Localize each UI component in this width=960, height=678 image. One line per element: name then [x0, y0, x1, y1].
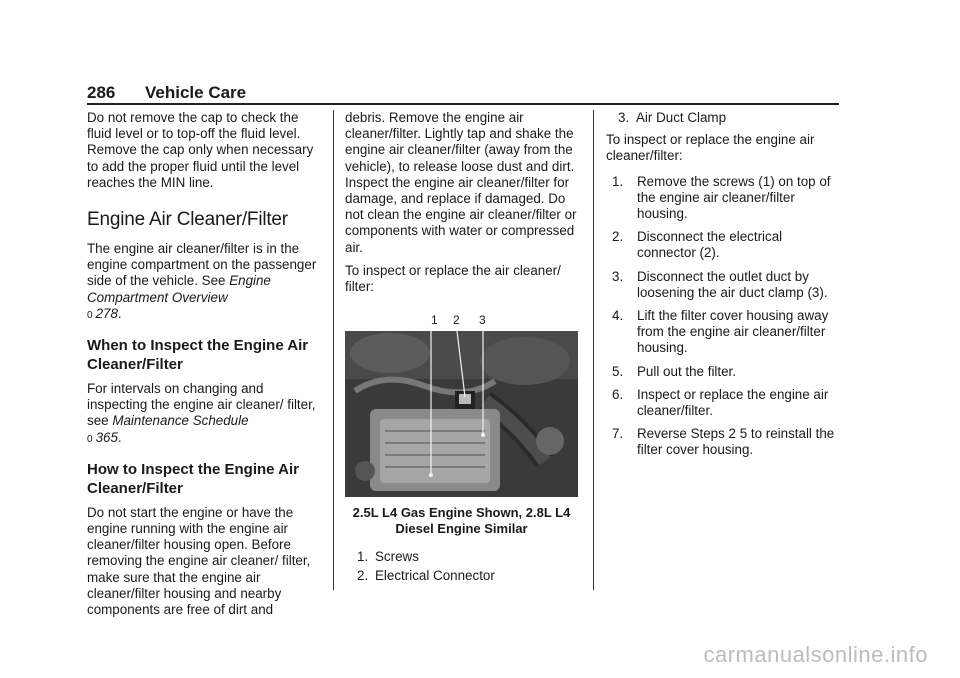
paragraph-cleaning: debris. Remove the engine air cleaner/filter. Lightly tap and shake the engine air cleaner/filter (away from the vehicle), to release loose dust and dirt. Inspect the engine air cleaner/filter for damage, and replace if damaged. Do not clean the engine air cleaner/filter or components with water or compressed air.: [345, 110, 577, 255]
column-divider-1: [333, 110, 334, 590]
heading-how-to-inspect: How to Inspect the Engine Air Cleaner/Filter: [87, 460, 299, 497]
step-item: 6. Inspect or replace the engine air cleaner/filter.: [612, 386, 829, 419]
column-3: [606, 110, 842, 466]
heading-when-to-inspect: When to Inspect the Engine Air Cleaner/Filter: [87, 337, 309, 374]
header-divider: [87, 103, 839, 105]
cross-reference-link[interactable]: Engine Compartment Overview: [87, 273, 271, 305]
page-number: 286: [87, 83, 116, 102]
procedure-steps: [606, 174, 842, 459]
engine-compartment-photo: [345, 331, 578, 497]
figure-callout-labels: [345, 313, 578, 331]
page-ref-icon: 0: [87, 433, 93, 445]
cross-reference-link[interactable]: Maintenance Schedule: [112, 413, 249, 429]
legend-item: 1. Screws: [357, 549, 419, 565]
engine-figure: [345, 313, 578, 584]
step-item: 5. Pull out the filter.: [612, 363, 736, 379]
page-ref-number[interactable]: 365: [95, 429, 118, 445]
column-2: [345, 110, 583, 588]
paragraph-intro-steps: To inspect or replace the air cleaner/ filter:: [345, 262, 561, 295]
section-title: Vehicle Care: [145, 83, 247, 102]
step-item: 4. Lift the filter cover housing away from the engine air cleaner/filter housing.: [612, 308, 829, 356]
figure-legend-continued: [606, 110, 842, 126]
page-ref-number[interactable]: 278: [95, 305, 118, 321]
legend-item: 3. Air Duct Clamp: [618, 110, 727, 125]
callout-label-2: 2: [453, 313, 460, 328]
paragraph-intervals: For intervals on changing and inspecting the engine air cleaner/ filter, see Maintenance Schedule 0 365.: [87, 381, 316, 445]
callout-label-3: 3: [479, 313, 486, 328]
column-divider-2: [593, 110, 594, 590]
paragraph-fluid-cap: Do not remove the cap to check the fluid level or to top-off the fluid level. Remove the cap only when necessary to add the proper fluid until the level reaches the MIN line.: [87, 110, 314, 190]
step-item: 7. Reverse Steps 2 5 to reinstall the filter cover housing.: [612, 426, 835, 458]
watermark: carmanualsonline.info: [703, 642, 928, 667]
figure-legend: [345, 549, 578, 584]
paragraph-location: The engine air cleaner/filter is in the engine compartment on the passenger side of the vehicle. See Engine Compartment Overview 0 278.: [87, 241, 317, 321]
heading-engine-air-cleaner: Engine Air Cleaner/Filter: [87, 209, 288, 231]
paragraph-intro-steps-2: To inspect or replace the engine air cleaner/filter:: [606, 132, 815, 164]
legend-item: 2. Electrical Connector: [357, 568, 495, 584]
callout-label-1: 1: [431, 313, 438, 328]
figure-caption: 2.5L L4 Gas Engine Shown, 2.8L L4 Diesel Engine Similar: [352, 505, 571, 537]
paragraph-precaution: Do not start the engine or have the engine running with the engine air cleaner/filter housing open. Before removing the engine air cleaner/ filter, make sure that the engine air cleaner/filter housing and nearby components are free of dirt and: [87, 504, 311, 618]
step-item: 3. Disconnect the outlet duct by loosening the air duct clamp (3).: [612, 268, 828, 300]
step-item: 1. Remove the screws (1) on top of the engine air cleaner/filter housing.: [612, 173, 831, 222]
column-1: [87, 110, 325, 618]
step-item: 2. Disconnect the electrical connector (2).: [612, 229, 783, 261]
page-ref-icon: 0: [87, 309, 93, 321]
page-header: [87, 83, 839, 105]
